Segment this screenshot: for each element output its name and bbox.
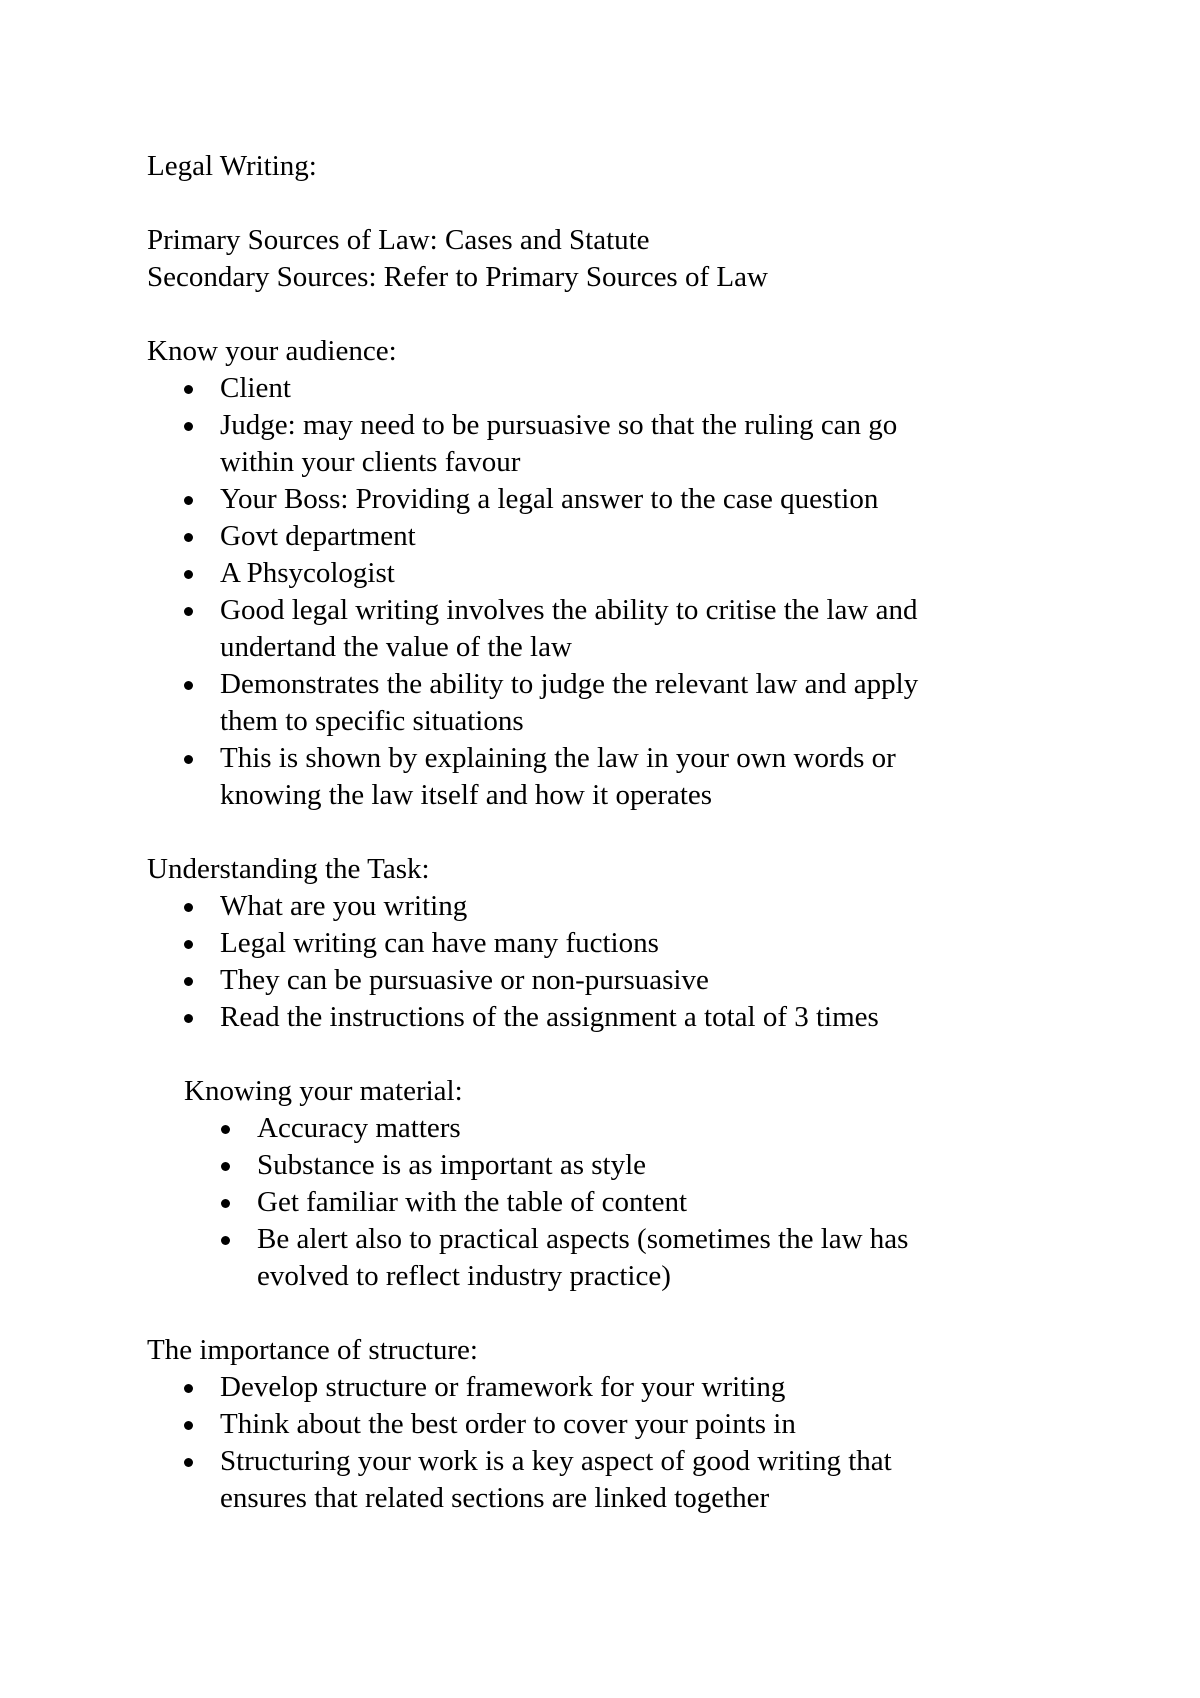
bullet-dot-icon <box>221 1125 230 1134</box>
list-item <box>147 370 1047 407</box>
bullet-dot-icon <box>221 1199 230 1208</box>
list-item <box>184 1110 1047 1147</box>
list-item-text: Govt department <box>220 520 416 552</box>
list-item <box>147 1406 1047 1443</box>
bullet-dot-icon <box>184 977 193 986</box>
bullet-dot-icon <box>184 1421 193 1430</box>
bullet-dot-icon <box>184 385 193 394</box>
list-item <box>147 999 1047 1036</box>
list-item-text: Good legal writing involves the ability to critise the law and <box>220 594 918 626</box>
spacer <box>147 814 1047 851</box>
bullet-dot-icon <box>184 1384 193 1393</box>
list-item <box>184 1221 1047 1295</box>
bullet-dot-icon <box>184 607 193 616</box>
bullet-dot-icon <box>184 1014 193 1023</box>
bullet-dot-icon <box>184 755 193 764</box>
bullet-dot-icon <box>184 940 193 949</box>
spacer <box>147 185 1047 222</box>
list-item <box>184 1147 1047 1184</box>
list-item-text: ensures that related sections are linked together <box>220 1482 770 1514</box>
list-item <box>147 407 1047 481</box>
primary-sources-line: Primary Sources of Law: Cases and Statute <box>147 224 650 256</box>
bullet-dot-icon <box>184 681 193 690</box>
spacer <box>147 1036 1047 1073</box>
bullet-dot-icon <box>184 570 193 579</box>
section-heading: Knowing your material: <box>184 1075 463 1107</box>
bullet-dot-icon <box>221 1162 230 1171</box>
list-item <box>184 1184 1047 1221</box>
list-item-text: Be alert also to practical aspects (sometimes the law has <box>257 1223 909 1255</box>
list-item-text: Client <box>220 372 291 404</box>
section-heading: The importance of structure: <box>147 1334 478 1366</box>
section-structure <box>147 1332 1047 1517</box>
bullet-dot-icon <box>184 496 193 505</box>
section-heading: Know your audience: <box>147 335 397 367</box>
list-item-text: Legal writing can have many fuctions <box>220 927 659 959</box>
bullet-list <box>147 888 1047 1036</box>
list-item <box>147 1369 1047 1406</box>
list-item-text: knowing the law itself and how it operates <box>220 779 713 811</box>
list-item <box>147 925 1047 962</box>
bullet-dot-icon <box>221 1236 230 1245</box>
list-item-text: This is shown by explaining the law in your own words or <box>220 742 896 774</box>
bullet-list <box>147 370 1047 814</box>
list-item <box>147 481 1047 518</box>
list-item-text: Substance is as important as style <box>257 1149 647 1181</box>
bullet-list <box>184 1110 1047 1295</box>
list-item-text: undertand the value of the law <box>220 631 572 663</box>
list-item-text: Judge: may need to be pursuasive so that the ruling can go <box>220 409 898 441</box>
list-item-text: A Phsycologist <box>220 557 395 589</box>
section-material <box>184 1073 1047 1295</box>
section-heading: Understanding the Task: <box>147 853 430 885</box>
section-task <box>147 851 1047 1036</box>
bullet-dot-icon <box>184 422 193 431</box>
document-body <box>147 148 1047 1517</box>
list-item-text: Structuring your work is a key aspect of good writing that <box>220 1445 892 1477</box>
spacer <box>147 1295 1047 1332</box>
list-item-text: What are you writing <box>220 890 468 922</box>
list-item-text: them to specific situations <box>220 705 524 737</box>
list-item <box>147 555 1047 592</box>
list-item-text: Demonstrates the ability to judge the relevant law and apply <box>220 668 919 700</box>
list-item <box>147 666 1047 740</box>
list-item-text: Your Boss: Providing a legal answer to the case question <box>220 483 879 515</box>
list-item-text: Think about the best order to cover your points in <box>220 1408 796 1440</box>
list-item-text: Get familiar with the table of content <box>257 1186 688 1218</box>
list-item-text: within your clients favour <box>220 446 521 478</box>
list-item-text: They can be pursuasive or non-pursuasive <box>220 964 709 996</box>
document-title: Legal Writing: <box>147 150 317 182</box>
section-audience <box>147 333 1047 814</box>
list-item <box>147 888 1047 925</box>
list-item <box>147 962 1047 999</box>
bullet-list <box>147 1369 1047 1517</box>
list-item <box>147 592 1047 666</box>
list-item-text: Read the instructions of the assignment a total of 3 times <box>220 1001 879 1033</box>
list-item <box>147 518 1047 555</box>
bullet-dot-icon <box>184 903 193 912</box>
secondary-sources-line: Secondary Sources: Refer to Primary Sources of Law <box>147 261 768 293</box>
bullet-dot-icon <box>184 1458 193 1467</box>
list-item-text: Accuracy matters <box>257 1112 461 1144</box>
list-item-text: Develop structure or framework for your writing <box>220 1371 786 1403</box>
list-item <box>147 1443 1047 1517</box>
list-item-text: evolved to reflect industry practice) <box>257 1260 671 1292</box>
spacer <box>147 296 1047 333</box>
bullet-dot-icon <box>184 533 193 542</box>
list-item <box>147 740 1047 814</box>
